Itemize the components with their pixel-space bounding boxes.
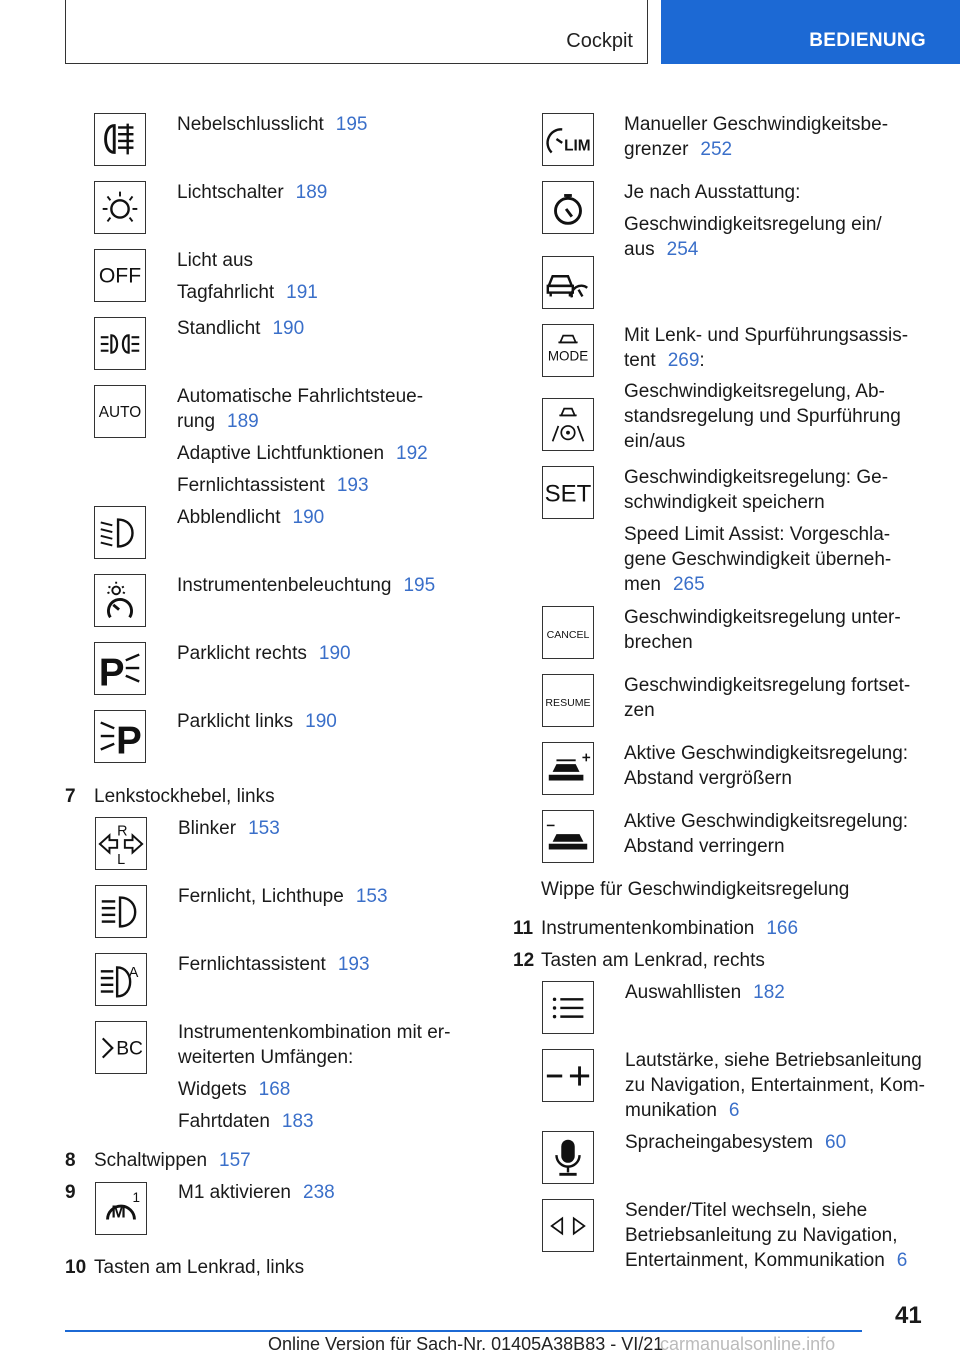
light-switch-icon — [94, 181, 146, 234]
item-text: Fernlicht, Lichthupe 153 — [178, 886, 388, 907]
svg-text:P: P — [98, 651, 125, 694]
svg-text:OFF: OFF — [98, 264, 142, 288]
page-reference-link[interactable]: 190 — [272, 318, 305, 339]
svg-text:SET: SET — [544, 480, 592, 508]
turn-signal-icon — [95, 817, 147, 870]
page-reference-link[interactable]: 190 — [292, 507, 325, 528]
page-reference-link[interactable]: 153 — [248, 818, 280, 839]
page-reference-link[interactable]: 6 — [728, 1100, 740, 1121]
item-text: Aktive Geschwindigkeitsregelung: Abstand vergrößern — [624, 743, 909, 789]
set-icon — [542, 466, 594, 519]
svg-text:L: L — [117, 852, 126, 869]
page-reference-link[interactable]: 254 — [666, 239, 699, 260]
page-reference-link[interactable]: 238 — [303, 1182, 335, 1203]
section-title: Cockpit — [566, 30, 633, 52]
page-reference-link[interactable]: 195 — [335, 114, 368, 135]
item-text: Geschwindigkeitsregelung fortset- zen — [624, 675, 911, 721]
cancel-icon — [542, 606, 594, 659]
speed-limiter-icon — [542, 113, 594, 166]
distance-decrease-icon — [542, 810, 594, 863]
item-label: Tasten am Lenkrad, rechts — [541, 950, 765, 971]
low-beam-icon — [94, 506, 146, 559]
page-reference-link[interactable]: 265 — [672, 574, 705, 595]
page-reference-link[interactable]: 193 — [336, 475, 369, 496]
selection-list-icon — [542, 981, 594, 1034]
item-label: Tasten am Lenkrad, links — [94, 1257, 305, 1278]
item-text: Spracheingabesystem 60 — [625, 1132, 847, 1153]
item-text: Instrumentenkombination mit er- weiterten Umfängen: Widgets 168 Fahrtdaten 183 — [178, 1022, 451, 1132]
page-reference-link[interactable]: 168 — [258, 1079, 291, 1100]
item-number: 12 — [513, 950, 535, 971]
page-reference-link[interactable]: 195 — [403, 575, 436, 596]
auto-light-icon — [94, 385, 146, 438]
page-reference-link[interactable]: 183 — [281, 1111, 314, 1132]
bc-icon — [95, 1021, 147, 1074]
header-chapter-box — [661, 0, 960, 64]
rear-fog-light-icon — [94, 113, 146, 166]
svg-text:M: M — [111, 1201, 126, 1222]
svg-text:AUTO: AUTO — [98, 403, 142, 421]
item-number: 10 — [65, 1257, 87, 1278]
svg-text:LIM: LIM — [564, 137, 591, 155]
item-text: Manueller Geschwindigkeitsbe- grenzer 252 — [624, 114, 889, 160]
cruise-control-car-icon — [542, 256, 594, 309]
rocker-caption: Wippe für Geschwindigkeitsregelung — [541, 879, 850, 900]
page-reference-link[interactable]: 189 — [295, 182, 328, 203]
item-text: Mit Lenk- und Spurführungsassis- tent 269: — [624, 325, 909, 371]
svg-text:CANCEL: CANCEL — [546, 628, 590, 641]
parking-light-left-icon — [94, 710, 146, 763]
item-text: Lautstärke, siehe Betriebsanleitung zu Navigation, Entertainment, Kom- munikation 6 — [625, 1050, 925, 1121]
parking-lights-icon — [94, 317, 146, 370]
watermark: carmanualsonline.info — [660, 1334, 836, 1354]
item-number: 8 — [65, 1150, 76, 1171]
item-number: 7 — [65, 786, 76, 807]
page-reference-link[interactable]: 190 — [318, 643, 351, 664]
high-beam-icon — [95, 885, 147, 938]
item-number: 11 — [513, 918, 534, 939]
m1-icon — [95, 1182, 147, 1235]
cruise-control-icon — [542, 181, 594, 234]
distance-increase-icon — [542, 742, 594, 795]
item-text: Auswahllisten 182 — [625, 982, 785, 1003]
footer-version-text: Online Version für Sach-Nr. 01405A38B83 - VI/21 — [268, 1334, 664, 1354]
item-text: Instrumentenbeleuchtung 195 — [177, 575, 436, 596]
item-text: Automatische Fahrlichtsteue- rung 189 Adaptive Lichtfunktionen 192 Fernlichtassistent 193 — [177, 386, 428, 496]
item-text: Standlicht 190 — [177, 318, 305, 339]
chapter-title: BEDIENUNG — [809, 30, 926, 51]
page-reference-link[interactable]: 166 — [766, 918, 799, 939]
page-reference-link[interactable]: 252 — [700, 139, 733, 160]
item-text: Parklicht rechts 190 — [177, 643, 351, 664]
page-reference-link[interactable]: 60 — [825, 1132, 847, 1153]
item-text: Licht aus Tagfahrlicht 191 — [177, 250, 318, 303]
item-text: Fernlichtassistent 193 — [178, 954, 370, 975]
off-icon — [94, 249, 146, 302]
item-text: Blinker 153 — [178, 818, 280, 839]
svg-text:P: P — [116, 719, 142, 762]
item-text: Sender/Titel wechseln, siehe Betriebsanleitung zu Navigation, Entertainment, Kommunikation 6 — [625, 1200, 908, 1271]
page-reference-link[interactable]: 182 — [753, 982, 785, 1003]
microphone-icon — [542, 1131, 594, 1184]
header-section-box — [65, 0, 648, 64]
item-text: Je nach Ausstattung: Geschwindigkeitsregelung ein/ aus 254 — [624, 182, 882, 260]
page-reference-link[interactable]: 193 — [337, 954, 370, 975]
item-text: Nebelschlusslicht 195 — [177, 114, 368, 135]
lane-assist-icon — [542, 398, 594, 451]
resume-icon — [542, 674, 594, 727]
item-text: Geschwindigkeitsregelung: Ge- schwindigkeit speichern Speed Limit Assist: Vorgeschla- gene Geschwindigkeit überneh- men 265 — [624, 467, 892, 595]
page-number: 41 — [895, 1302, 922, 1329]
item-text: Abblendlicht 190 — [177, 507, 325, 528]
page-reference-link[interactable]: 269 — [667, 350, 700, 371]
page-reference-link[interactable]: 153 — [355, 886, 388, 907]
page-reference-link[interactable]: 191 — [286, 282, 318, 303]
svg-text:BC: BC — [116, 1038, 143, 1060]
item-text: M1 aktivieren 238 — [178, 1182, 335, 1203]
mode-icon — [542, 324, 594, 377]
page-reference-link[interactable]: 189 — [227, 411, 259, 432]
item-label: Instrumentenkombination 166 — [541, 918, 799, 939]
item-text: Geschwindigkeitsregelung, Ab- standsregelung und Spurführung ein/aus — [624, 381, 901, 452]
page-reference-link[interactable]: 190 — [305, 711, 337, 732]
item-text: Aktive Geschwindigkeitsregelung: Abstand verringern — [624, 811, 909, 857]
item-label: Lenkstockhebel, links — [94, 786, 275, 807]
svg-text:RESUME: RESUME — [545, 696, 591, 709]
page-reference-link[interactable]: 192 — [396, 443, 428, 464]
item-text: Lichtschalter 189 — [177, 182, 328, 203]
svg-text:MODE: MODE — [547, 348, 589, 364]
track-skip-icon — [542, 1199, 594, 1252]
item-label: Schaltwippen 157 — [94, 1150, 251, 1171]
item-text: Geschwindigkeitsregelung unter- brechen — [624, 607, 901, 653]
volume-icon — [542, 1049, 594, 1102]
item-text: Parklicht links 190 — [177, 711, 337, 732]
page-reference-link[interactable]: 6 — [896, 1250, 908, 1271]
high-beam-assistant-icon — [95, 953, 147, 1006]
svg-text:R: R — [117, 823, 128, 840]
parking-light-right-icon — [94, 642, 146, 695]
svg-text:1: 1 — [132, 1190, 141, 1206]
item-number: 9 — [65, 1182, 76, 1203]
instrument-lighting-icon — [94, 574, 146, 627]
svg-text:A: A — [128, 965, 139, 982]
page-reference-link[interactable]: 157 — [219, 1150, 251, 1171]
footer-divider — [65, 1330, 862, 1332]
